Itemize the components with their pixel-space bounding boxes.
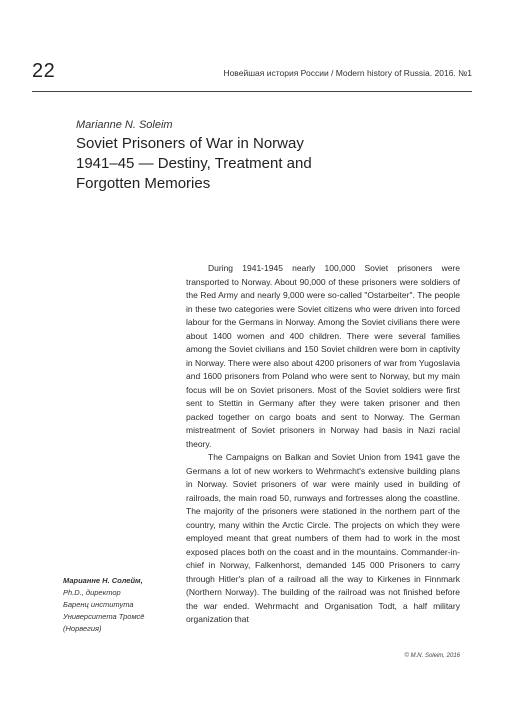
header-rule: [32, 91, 472, 92]
author-info-line: Университета Тромсё: [63, 612, 145, 621]
title-line: Forgotten Memories: [76, 175, 211, 192]
author-info-line: Баренц института: [63, 600, 134, 609]
body-paragraph: The Campaigns on Balkan and Soviet Union from 1941 gave the Germans a lot of new workers to Wehrmacht's extensive building plans in Norway. Soviet prisoners of war were mainly used in building of railroads, the main road 50, runways and fortresses along the coastline. The majority of the prisoners were stationed in the northern part of the country, many within the Arctic Circle. The projects on which they were employed meant that great numbers of them had to work in the most exposed places both on the coast and in the mountains. Commander-in-chief in Norway, Falkenhorst, demanded 145 000 Prisoners to carry through Hitler's plan of a railroad all the way to Kirkenes in Finnmark (Northern Norway). The building of the railroad was not finished before the war ended. Wehrmacht and Organisation Todt, a half military organization that: [186, 452, 460, 624]
author-info: [63, 575, 178, 635]
body-paragraph: During 1941-1945 nearly 100,000 Soviet prisoners were transported to Norway. About 90,000 of these prisoners were soldiers of the Red Army and nearly 9,000 were so-called "Ostarbeiter". The people in these two categories were Soviet citizens who were driven into forced labour for the Germans in Norway. Among the Soviet civilians there were about 1400 women and 400 children. There were several families among the Soviet civilians and 150 Soviet children were born in captivity in Norway. There were also about 4200 prisoners of war from Yugoslavia and 1600 prisoners from Poland who were sent to Norway, but my main focus will be on Soviet prisoners. Most of the Soviet soldiers were first sent to Stettin in Germany after they were taken prisoner and then packed together on cargo boats and sent to Norway. The German mistreatment of Soviet prisoners in Norway had basis in Nazi racial theory.: [186, 263, 460, 449]
article-author: Marianne N. Soleim: [76, 119, 173, 131]
author-info-name: Марианне Н. Солейм,: [63, 576, 143, 585]
author-info-line: Ph.D., директор: [63, 588, 121, 597]
title-line: Soviet Prisoners of War in Norway: [76, 135, 304, 152]
article-body: [186, 262, 460, 627]
copyright-note: © M.N. Soleim, 2016: [404, 653, 460, 659]
author-info-line: (Норвегия): [63, 624, 102, 633]
page-number: 22: [32, 60, 56, 82]
article-title: [76, 134, 336, 194]
running-head: Новейшая история России / Modern history of Russia. 2016. №1: [223, 68, 472, 78]
title-line: 1941–45 — Destiny, Treatment and: [76, 155, 312, 172]
